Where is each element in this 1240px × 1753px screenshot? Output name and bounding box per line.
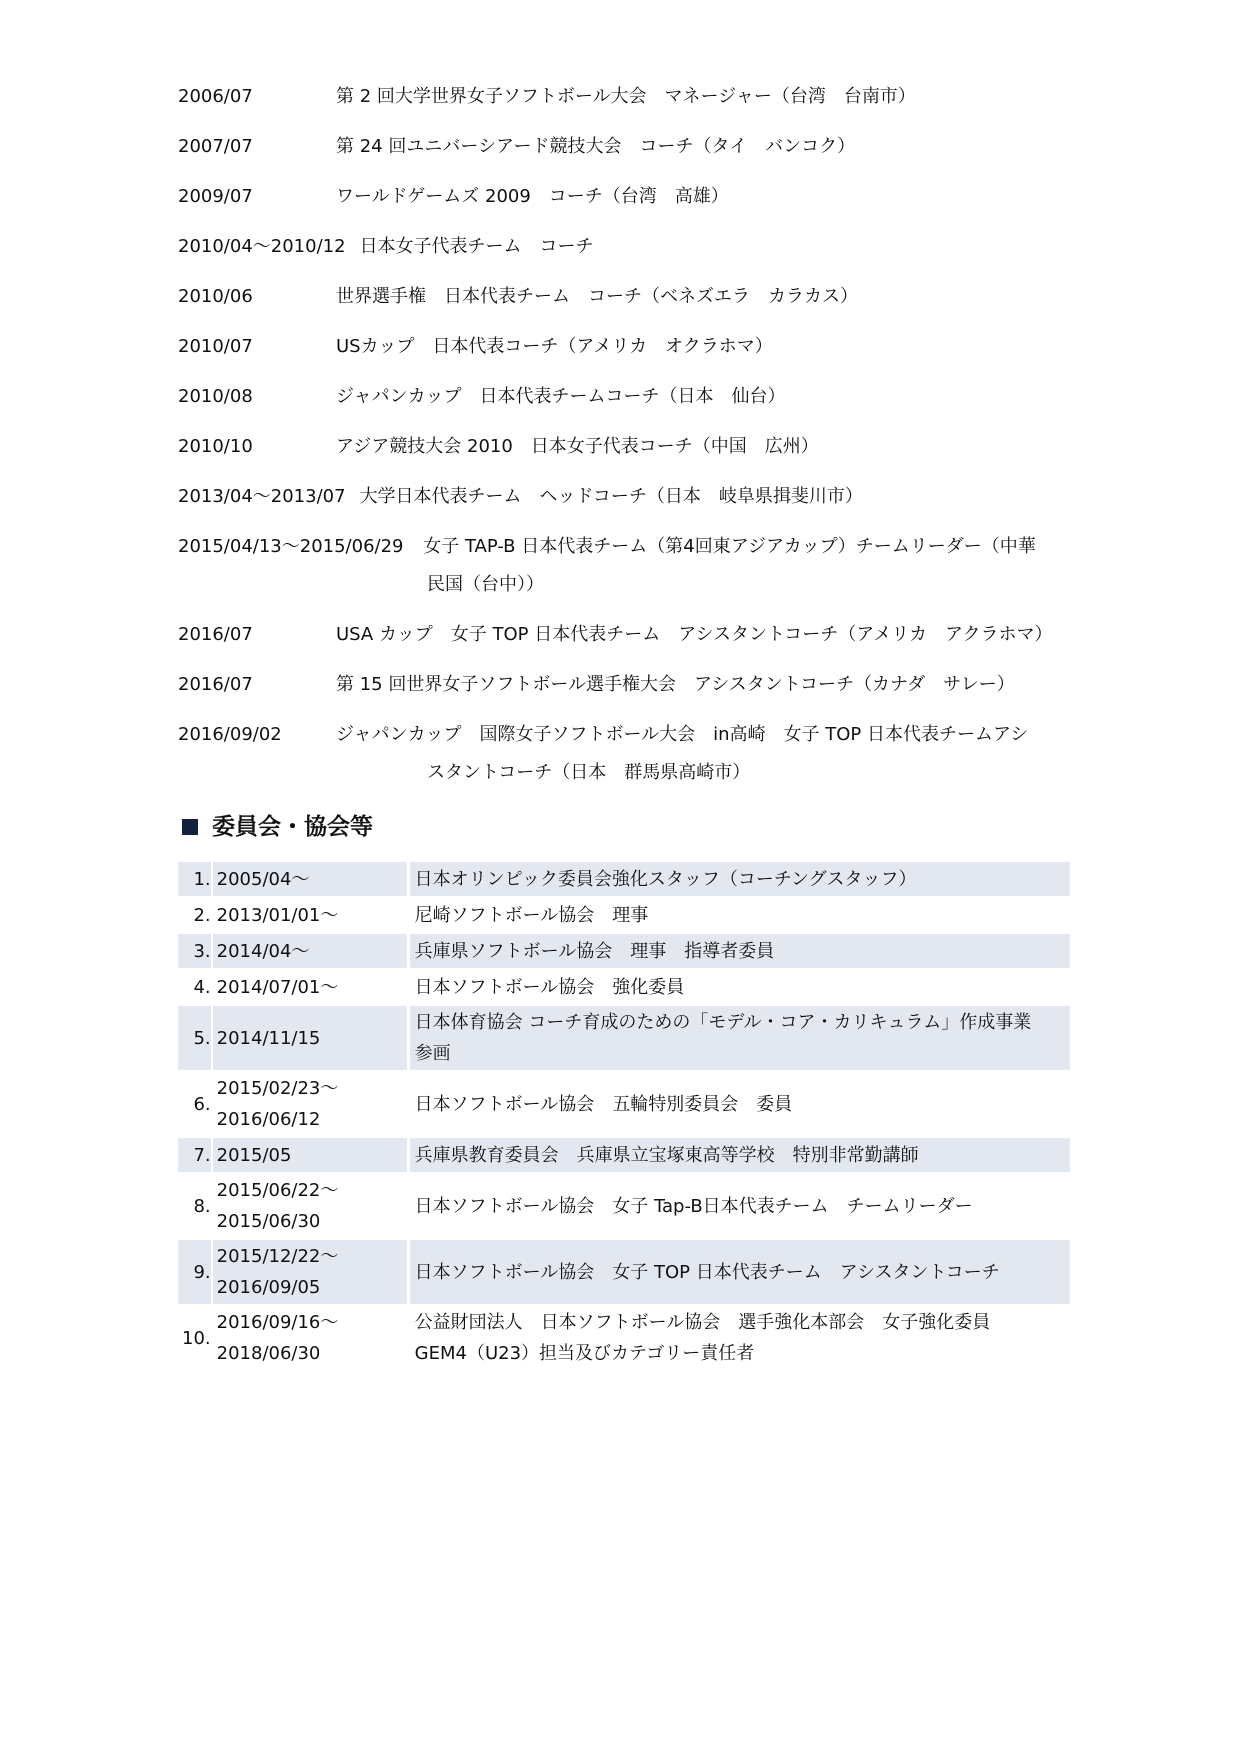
table-row <box>178 862 1070 896</box>
career-list <box>178 78 1070 792</box>
row-number: 7. <box>178 1138 211 1172</box>
table-row <box>178 1240 1070 1304</box>
row-number: 9. <box>178 1240 211 1304</box>
career-date: 2007/07 <box>178 136 253 157</box>
row-text: 兵庫県教育委員会 兵庫県立宝塚東高等学校 特別非常勤講師 <box>410 1138 1070 1172</box>
table-row <box>178 1072 1070 1136</box>
row-text-line: GEM4（U23）担当及びカテゴリー責任者 <box>414 1343 755 1364</box>
career-text: ワールドゲームズ 2009 コーチ（台湾 高雄） <box>336 186 729 207</box>
career-item <box>178 528 1070 604</box>
table-row <box>178 970 1070 1004</box>
row-text: 日本オリンピック委員会強化スタッフ（コーチングスタッフ） <box>410 862 1070 896</box>
section-heading-text: 委員会・協会等 <box>212 814 373 840</box>
row-text-line: 参画 <box>414 1043 451 1064</box>
row-date <box>213 1306 407 1370</box>
row-date <box>213 1072 407 1136</box>
career-text: 第 2 回大学世界女子ソフトボール大会 マネージャー（台湾 台南市） <box>336 86 916 107</box>
career-date: 2010/04〜2010/12 <box>178 236 346 257</box>
career-item <box>178 716 1070 792</box>
career-item <box>178 378 1070 416</box>
career-text: 第 24 回ユニバーシアード競技大会 コーチ（タイ バンコク） <box>336 136 856 157</box>
row-text-line: 日本体育協会 コーチ育成のための「モデル・コア・カリキュラム」作成事業 <box>414 1012 1032 1033</box>
career-text: ジャパンカップ 国際女子ソフトボール大会 in高崎 女子 TOP 日本代表チームアシ <box>336 724 1029 745</box>
document-page <box>178 78 1070 1372</box>
career-text: 女子 TAP-B 日本代表チーム（第4回東アジアカップ）チームリーダー（中華 <box>423 536 1036 557</box>
table-row <box>178 1306 1070 1370</box>
career-item <box>178 428 1070 466</box>
career-text-continued: 民国（台中）） <box>427 574 544 595</box>
career-date: 2010/10 <box>178 436 253 457</box>
table-row <box>178 1138 1070 1172</box>
row-text <box>410 1306 1070 1370</box>
row-date-start: 2016/09/16〜 <box>216 1312 339 1333</box>
row-date-start: 2015/06/22〜 <box>216 1180 339 1201</box>
career-item <box>178 328 1070 366</box>
row-number: 2. <box>193 904 211 926</box>
row-text: 日本ソフトボール協会 五輪特別委員会 委員 <box>414 1093 793 1115</box>
career-date: 2010/08 <box>178 386 253 407</box>
row-date-start: 2015/02/23〜 <box>216 1078 339 1099</box>
career-item <box>178 278 1070 316</box>
career-text-continued: スタントコーチ（日本 群馬県高崎市） <box>427 762 751 783</box>
row-text: 日本ソフトボール協会 強化委員 <box>414 976 685 998</box>
career-item <box>178 228 1070 266</box>
career-date: 2009/07 <box>178 186 253 207</box>
career-item <box>178 616 1070 654</box>
career-item <box>178 78 1070 116</box>
section-heading <box>178 810 1070 844</box>
row-date-end: 2016/09/05 <box>216 1277 321 1298</box>
row-date-end: 2016/06/12 <box>216 1109 321 1130</box>
row-number: 8. <box>193 1195 211 1217</box>
row-date: 2015/05 <box>213 1138 407 1172</box>
row-text <box>410 1006 1070 1070</box>
row-date-start: 2015/12/22〜 <box>216 1246 339 1267</box>
row-text: 日本ソフトボール協会 女子 TOP 日本代表チーム アシスタントコーチ <box>410 1240 1070 1304</box>
row-number: 3. <box>178 934 211 968</box>
career-item <box>178 666 1070 704</box>
row-text: 日本ソフトボール協会 女子 Tap-B日本代表チーム チームリーダー <box>414 1195 973 1217</box>
row-number: 1. <box>178 862 211 896</box>
row-date: 2013/01/01〜 <box>216 904 339 926</box>
career-date: 2015/04/13〜2015/06/29 <box>178 536 404 557</box>
career-item <box>178 478 1070 516</box>
row-date: 2014/04〜 <box>213 934 407 968</box>
row-text-line: 公益財団法人 日本ソフトボール協会 選手強化本部会 女子強化委員 <box>414 1312 991 1333</box>
career-text: 大学日本代表チーム ヘッドコーチ（日本 岐阜県揖斐川市） <box>359 486 863 507</box>
table-row <box>178 1006 1070 1070</box>
career-text: USA カップ 女子 TOP 日本代表チーム アシスタントコーチ（アメリカ アクラホマ） <box>336 624 1053 645</box>
career-text: 第 15 回世界女子ソフトボール選手権大会 アシスタントコーチ（カナダ サレー） <box>336 674 1015 695</box>
table-row <box>178 898 1070 932</box>
row-number: 10. <box>182 1327 211 1349</box>
row-date <box>213 1240 407 1304</box>
career-date: 2016/07 <box>178 624 253 645</box>
row-number: 5. <box>178 1006 211 1070</box>
row-date-end: 2015/06/30 <box>216 1211 321 1232</box>
career-text: USカップ 日本代表コーチ（アメリカ オクラホマ） <box>336 336 773 357</box>
career-date: 2016/07 <box>178 674 253 695</box>
career-text: ジャパンカップ 日本代表チームコーチ（日本 仙台） <box>336 386 786 407</box>
career-item <box>178 178 1070 216</box>
row-date <box>213 1174 407 1238</box>
career-date: 2013/04〜2013/07 <box>178 486 346 507</box>
career-date: 2006/07 <box>178 86 253 107</box>
career-item <box>178 128 1070 166</box>
row-text: 尼崎ソフトボール協会 理事 <box>414 904 649 926</box>
career-date: 2010/06 <box>178 286 253 307</box>
career-date: 2010/07 <box>178 336 253 357</box>
row-number: 6. <box>193 1093 211 1115</box>
committee-table <box>178 860 1070 1372</box>
career-text: 世界選手権 日本代表チーム コーチ（ベネズエラ カラカス） <box>336 286 858 307</box>
table-row <box>178 1174 1070 1238</box>
square-bullet-icon <box>182 819 198 835</box>
row-date: 2014/11/15 <box>213 1006 407 1070</box>
table-row <box>178 934 1070 968</box>
row-number: 4. <box>193 976 211 998</box>
row-date: 2005/04〜 <box>213 862 407 896</box>
career-text: アジア競技大会 2010 日本女子代表コーチ（中国 広州） <box>336 436 819 457</box>
row-date-end: 2018/06/30 <box>216 1343 321 1364</box>
career-date: 2016/09/02 <box>178 724 282 745</box>
row-text: 兵庫県ソフトボール協会 理事 指導者委員 <box>410 934 1070 968</box>
career-text: 日本女子代表チーム コーチ <box>359 236 594 257</box>
row-date: 2014/07/01〜 <box>216 976 339 998</box>
